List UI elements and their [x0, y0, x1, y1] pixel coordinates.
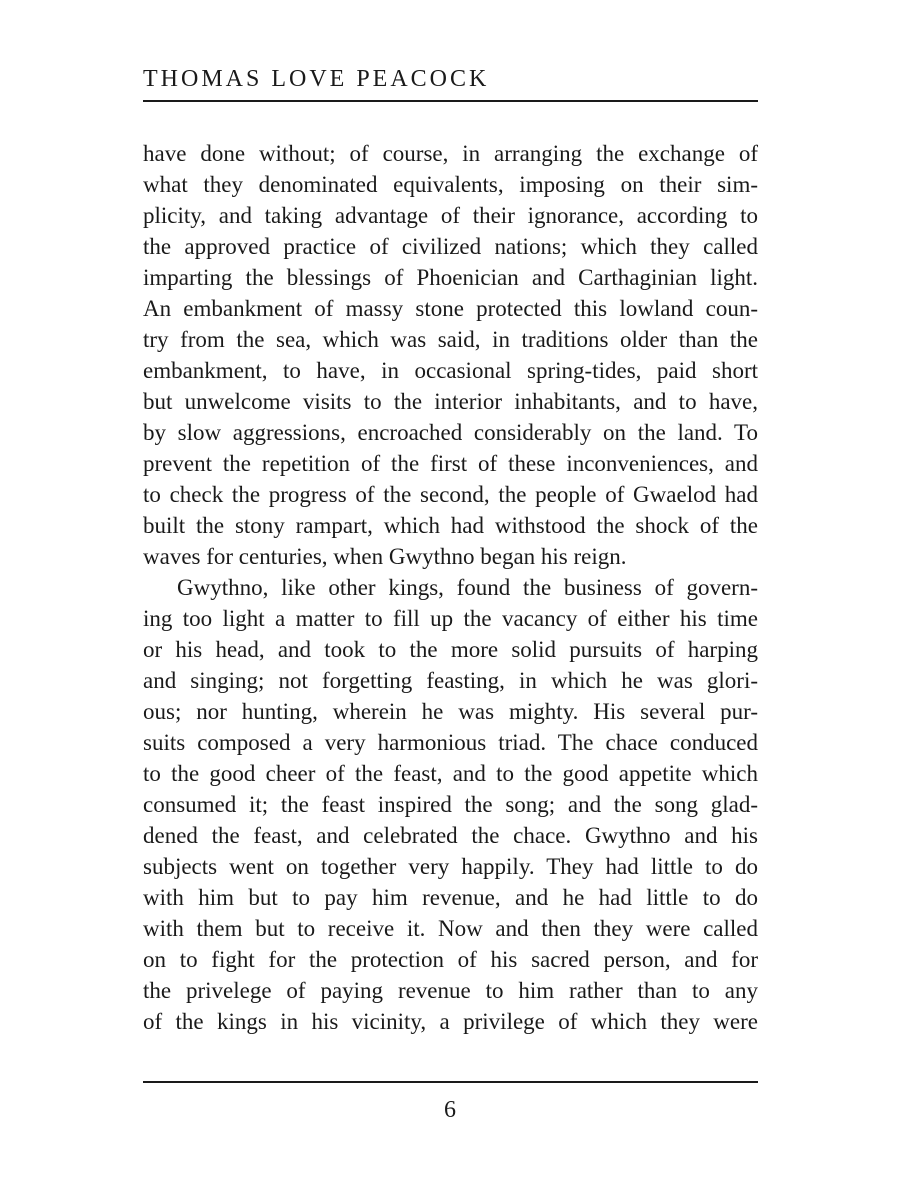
text-line: waves for centuries, when Gwythno began his reign. [143, 544, 627, 569]
text-line: imparting the blessings of Phoenician and Carthaginian light. [143, 265, 758, 290]
text-line: what they denominated equivalents, imposing on their sim- [143, 172, 758, 197]
text-line: or his head, and took to the more solid pursuits of harping [143, 637, 758, 662]
text-line: Gwythno, like other kings, found the business of govern- [177, 575, 758, 600]
text-line: built the stony rampart, which had withstood the shock of the [143, 513, 758, 538]
text-line: dened the feast, and celebrated the chace. Gwythno and his [143, 823, 758, 848]
text-line: subjects went on together very happily. They had little to do [143, 854, 758, 879]
running-head: THOMAS LOVE PEACOCK [143, 66, 490, 92]
text-line: An embankment of massy stone protected this lowland coun- [143, 296, 758, 321]
text-line: plicity, and taking advantage of their ignorance, according to [143, 203, 758, 228]
text-line: ous; nor hunting, wherein he was mighty. His several pur- [143, 699, 758, 724]
header-rule [143, 100, 758, 102]
text-line: try from the sea, which was said, in traditions older than the [143, 327, 758, 352]
text-line: to the good cheer of the feast, and to the good appetite which [143, 761, 758, 786]
body-text [143, 138, 758, 1037]
text-line: ing too light a matter to fill up the vacancy of either his time [143, 606, 758, 631]
text-line: to check the progress of the second, the people of Gwaelod had [143, 482, 758, 507]
text-line: the approved practice of civilized nations; which they called [143, 234, 758, 259]
text-line: have done without; of course, in arranging the exchange of [143, 141, 758, 166]
text-line: and singing; not forgetting feasting, in which he was glori- [143, 668, 758, 693]
text-line: suits composed a very harmonious triad. The chace conduced [143, 730, 758, 755]
text-line: with him but to pay him revenue, and he had little to do [143, 885, 758, 910]
footer-rule [143, 1081, 758, 1083]
text-line: prevent the repetition of the first of these inconveniences, and [143, 451, 758, 476]
text-line: the privelege of paying revenue to him rather than to any [143, 978, 758, 1003]
text-line: by slow aggressions, encroached considerably on the land. To [143, 420, 758, 445]
text-line: embankment, to have, in occasional spring-tides, paid short [143, 358, 758, 383]
text-line: on to fight for the protection of his sacred person, and for [143, 947, 758, 972]
text-line: with them but to receive it. Now and then they were called [143, 916, 758, 941]
text-line: of the kings in his vicinity, a privilege of which they were [143, 1009, 758, 1034]
text-line: consumed it; the feast inspired the song; and the song glad- [143, 792, 758, 817]
text-line: but unwelcome visits to the interior inhabitants, and to have, [143, 389, 758, 414]
page-number: 6 [444, 1097, 456, 1123]
